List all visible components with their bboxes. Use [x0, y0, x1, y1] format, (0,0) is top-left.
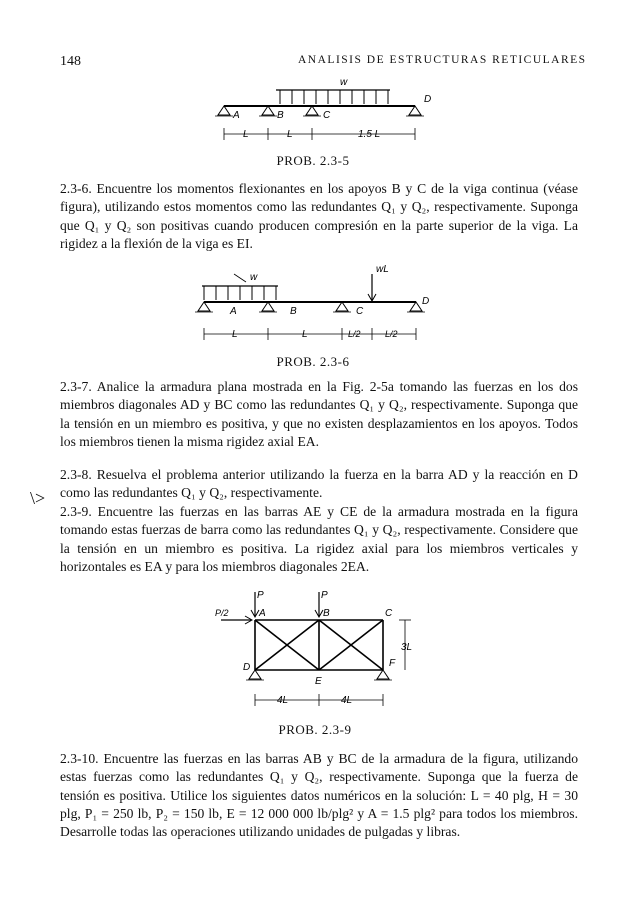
dim-1: L — [243, 129, 249, 140]
dim-3: 1.5 L — [358, 129, 381, 140]
dim-height: 3L — [401, 642, 413, 653]
load-p2: P — [321, 590, 328, 601]
running-title: ANALISIS DE ESTRUCTURAS RETICULARES — [298, 54, 587, 66]
support-b: B — [277, 110, 284, 121]
dim-2: L — [287, 129, 293, 140]
dim-1: L — [232, 329, 238, 340]
point-load-label: wL — [376, 264, 389, 275]
load-p-half: P/2 — [215, 608, 229, 618]
caption-prob-2-3-9: PROB. 2.3-9 — [278, 722, 352, 737]
dist-load-label: w — [250, 272, 258, 283]
support-d: D — [424, 94, 432, 105]
load-label: w — [340, 77, 348, 88]
dim-4: L/2 — [385, 329, 398, 339]
node-c: C — [385, 608, 393, 619]
problem-2-3-6: 2.3-6. Encuentre los momentos flexionantes en los apoyos B y C de la viga continua (véase figura), utilizando estos momentos como las redundantes Q₁ y Q₂, respectivamente. Suponga que Q₁ y Q₂ son positivas cuando producen compresión en la parte superior de la viga. La rigidez a la flexión de la viga es EI. — [60, 181, 578, 251]
node-d: D — [243, 662, 251, 673]
page-number: 148 — [60, 54, 81, 69]
node-a: A — [259, 608, 266, 619]
support-a: A — [233, 110, 240, 121]
node-b: B — [323, 608, 330, 619]
dim-3: L/2 — [348, 329, 361, 339]
node-e: E — [315, 676, 322, 687]
support-b: B — [290, 306, 297, 317]
problem-2-3-10: 2.3-10. Encuentre las fuerzas en las barras AB y BC de la armadura de la figura, utilizando estas fuerzas como las redundantes Q₁ y Q₂, respectivamente. Suponga que la fuerza de tensión es positiva. Utilice los siguientes datos numéricos en la solución: L = 40 plg, H = 30 plg, P₁ = 250 lb, P₂ = 150 lb, E = 12 000 000 lb/plg² y A = 1.5 plg² para todos los miembros. Desarrolle todas las operaciones utilizando unidades de pulgadas y libras. — [60, 751, 578, 840]
problem-2-3-9: 2.3-9. Encuentre las fuerzas en las barras AE y CE de la armadura mostrada en la figura tomando estas fuerzas de barra como las redundantes Q₁ y Q₂, respectivamente. Considere que la tensión en un miembro es positiva. La rigidez axial para los miembros verticales y horizontales es EA y para los miembros diagonales 2EA. — [60, 504, 578, 574]
figure-prob-2-3-6 — [190, 264, 440, 348]
caption-prob-2-3-5: PROB. 2.3-5 — [276, 153, 350, 168]
problem-2-3-8: 2.3-8. Resuelva el problema anterior utilizando la fuerza en la barra AD y la reacción en D como las redundantes Q₁ y Q₂, respectivamente. — [60, 467, 578, 501]
support-a: A — [230, 306, 237, 317]
node-f: F — [389, 658, 396, 669]
problem-2-3-7: 2.3-7. Analice la armadura plana mostrada en la Fig. 2-5a tomando las fuerzas en los dos miembros diagonales AD y BC como las redundantes Q₁ y Q₂, respectivamente. Suponga que la tensión en un miembro es positiva, y que no existen desplazamientos en los apoyos. Todos los miembros tienen la misma rigidez axial EA. — [60, 379, 578, 449]
caption-prob-2-3-6: PROB. 2.3-6 — [276, 354, 350, 369]
support-c: C — [356, 306, 364, 317]
support-d: D — [422, 296, 430, 307]
handwritten-margin-mark: \> — [30, 488, 46, 508]
dim-1: 4L — [277, 695, 289, 706]
figure-prob-2-3-5 — [200, 76, 440, 160]
load-p1: P — [257, 590, 264, 601]
figure-prob-2-3-9 — [205, 588, 435, 720]
dim-2: 4L — [341, 695, 353, 706]
support-c: C — [323, 110, 331, 121]
dim-2: L — [302, 329, 308, 340]
